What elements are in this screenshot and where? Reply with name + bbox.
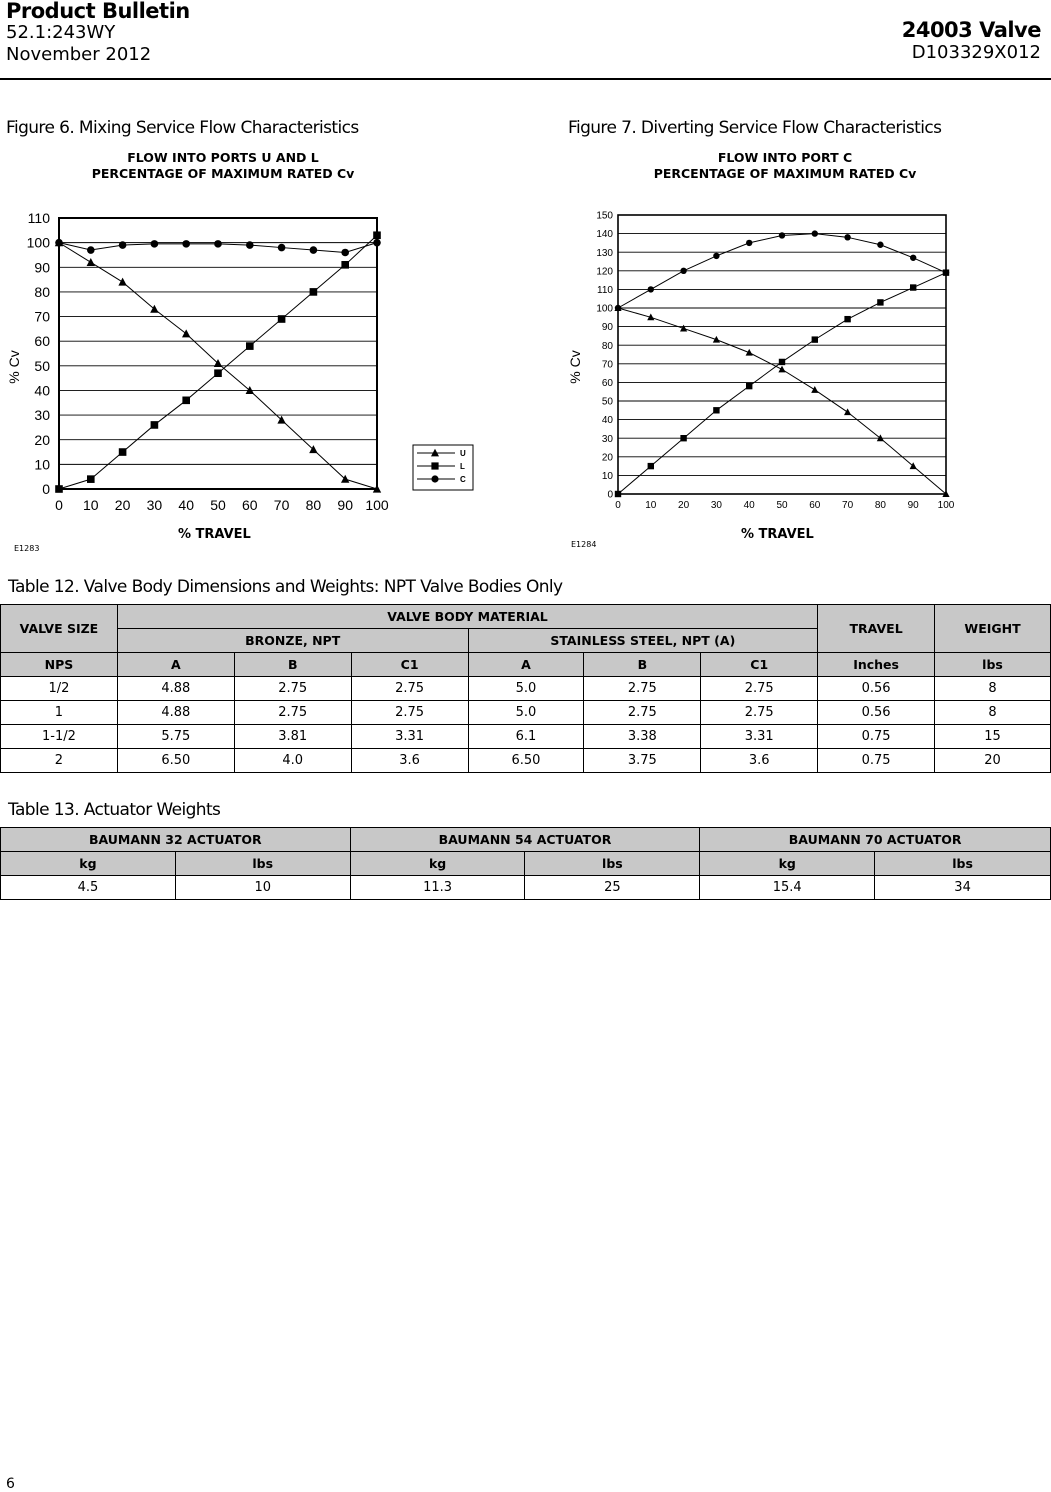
x-tick-label: 30 [146, 497, 163, 513]
table-cell: 0.56 [818, 701, 935, 725]
x-tick-label: 90 [907, 500, 919, 511]
y-tick-label: 50 [34, 357, 50, 374]
bulletin-title: Product Bulletin [6, 0, 190, 23]
table-row [1, 749, 1051, 773]
x-tick-label: 0 [55, 497, 63, 513]
data-point-C [278, 244, 286, 252]
x-tick-label: 0 [615, 500, 621, 511]
y-tick-label: 150 [596, 210, 613, 222]
table12-unit: C1 [351, 653, 468, 677]
table12-header-valve-size: VALVE SIZE [1, 605, 118, 653]
table-row [1, 725, 1051, 749]
data-point-C [713, 253, 719, 259]
table-cell: 6.50 [468, 749, 584, 773]
figure7-subtitle [620, 150, 950, 182]
x-tick-label: 10 [645, 500, 657, 511]
data-point-L [182, 397, 190, 405]
page-number: 6 [6, 1476, 15, 1492]
y-tick-label: 80 [601, 340, 613, 352]
data-point-L [214, 369, 222, 377]
y-tick-label: 10 [601, 471, 613, 482]
data-point-C [310, 246, 318, 254]
table12-unit: A [117, 653, 234, 677]
table-cell: 0.75 [818, 749, 935, 773]
x-tick-label: 80 [874, 500, 886, 511]
x-tick-label: 100 [365, 497, 389, 513]
y-tick-label: 20 [34, 431, 50, 448]
y-tick-label: 60 [601, 378, 613, 389]
table-cell: 2.75 [351, 701, 468, 725]
y-tick-label: 100 [596, 303, 613, 315]
x-tick-label: 70 [273, 497, 290, 513]
table12-units-row [1, 653, 1051, 677]
y-tick-label: 20 [601, 452, 613, 464]
legend-label: C [460, 475, 466, 484]
data-point-C [615, 305, 621, 311]
series-line-L [618, 273, 946, 494]
y-tick-label: 70 [601, 359, 613, 371]
table12 [0, 604, 1051, 773]
table13-title: Table 13. Actuator Weights [8, 800, 221, 820]
x-tick-label: 20 [114, 497, 131, 513]
y-tick-label: 0 [607, 489, 613, 501]
data-point-L [246, 342, 254, 350]
data-point-L [713, 407, 719, 413]
y-tick-label: 140 [596, 229, 613, 241]
data-point-C [87, 246, 95, 254]
data-point-C [680, 268, 686, 274]
x-tick-label: 20 [678, 500, 690, 511]
y-tick-label: 90 [34, 259, 50, 276]
x-tick-label: 10 [83, 497, 99, 513]
table-cell: 20 [935, 749, 1051, 773]
figure6-subtitle-line2: PERCENTAGE OF MAXIMUM RATED Cv [91, 166, 355, 181]
y-tick-label: 40 [601, 415, 613, 427]
table-cell: 2.75 [351, 677, 468, 701]
table13-unit: lbs [875, 852, 1051, 876]
table-cell: 2 [1, 749, 118, 773]
table12-unit: B [584, 653, 701, 677]
data-point-L [119, 448, 127, 456]
table-cell: 10 [175, 876, 350, 900]
x-tick-label: 90 [337, 497, 353, 513]
table-cell: 2.75 [584, 677, 701, 701]
data-point-L [648, 463, 654, 469]
data-point-C [943, 269, 949, 275]
table-cell: 6.1 [468, 725, 584, 749]
data-point-L [310, 288, 318, 296]
table-row [1, 677, 1051, 701]
figure7-chart [560, 200, 980, 530]
table-cell: 2.75 [701, 701, 818, 725]
table-cell: 11.3 [350, 876, 525, 900]
header-right [902, 18, 1041, 64]
figure6-code: E1283 [14, 544, 40, 553]
table13-header-baumann70: BAUMANN 70 ACTUATOR [700, 828, 1051, 852]
data-point-L [341, 261, 349, 269]
table-cell: 5.0 [468, 677, 584, 701]
figure7-ylabel: % Cv [567, 350, 583, 384]
table-cell: 3.6 [701, 749, 818, 773]
table-row [1, 876, 1051, 900]
legend-marker-L [431, 462, 438, 469]
data-point-C [910, 255, 916, 261]
product-name: 24003 Valve [901, 18, 1041, 42]
y-tick-label: 50 [601, 396, 613, 408]
table-row [1, 701, 1051, 725]
data-point-U [87, 258, 95, 266]
y-tick-label: 110 [597, 285, 613, 296]
table-cell: 1 [1, 701, 118, 725]
header-left [6, 0, 190, 66]
table12-title: Table 12. Valve Body Dimensions and Weights: NPT Valve Bodies Only [8, 577, 563, 597]
figure7-xlabel: % TRAVEL [741, 527, 814, 542]
y-tick-label: 90 [601, 322, 613, 334]
data-point-U [150, 305, 158, 313]
figure7-subtitle-line1: FLOW INTO PORT C [717, 150, 853, 165]
data-point-C [877, 242, 883, 248]
data-point-L [151, 421, 159, 429]
data-point-L [877, 299, 883, 305]
y-tick-label: 130 [596, 247, 613, 259]
data-point-U [118, 278, 126, 286]
legend-label: U [460, 449, 466, 458]
table-cell: 4.5 [1, 876, 176, 900]
table-cell: 0.56 [818, 677, 935, 701]
plot-frame [59, 218, 377, 489]
data-point-L [680, 435, 686, 441]
figure7-title: Figure 7. Diverting Service Flow Characteristics [568, 118, 942, 138]
table13 [0, 827, 1051, 900]
table-cell: 2.75 [701, 677, 818, 701]
legend-label: L [460, 462, 465, 471]
y-tick-label: 40 [34, 382, 50, 399]
table13-unit: lbs [175, 852, 350, 876]
table-cell: 4.0 [234, 749, 351, 773]
figure6-ylabel: % Cv [6, 350, 22, 384]
data-point-C [844, 234, 850, 240]
table-cell: 25 [525, 876, 700, 900]
part-number: D103329X012 [911, 42, 1041, 63]
table-cell: 3.31 [351, 725, 468, 749]
table-cell: 3.81 [234, 725, 351, 749]
data-point-C [373, 239, 381, 247]
data-point-C [648, 286, 654, 292]
data-point-L [278, 315, 286, 323]
data-point-C [812, 230, 818, 236]
figure6-title: Figure 6. Mixing Service Flow Characteristics [6, 118, 359, 138]
doc-number: 52.1:243WY [6, 22, 116, 43]
data-point-L [812, 336, 818, 342]
table12-unit: C1 [701, 653, 818, 677]
data-point-L [746, 383, 752, 389]
header-divider [0, 78, 1051, 80]
x-tick-label: 60 [809, 500, 821, 511]
table-cell: 2.75 [234, 701, 351, 725]
data-point-U [811, 386, 818, 393]
data-point-L [87, 475, 95, 483]
table13-units-row [1, 852, 1051, 876]
x-tick-label: 40 [743, 500, 755, 511]
data-point-C [55, 239, 63, 247]
table12-header-stainless: STAINLESS STEEL, NPT (A) [468, 629, 818, 653]
data-point-L [779, 359, 785, 365]
table-cell: 8 [935, 701, 1051, 725]
table-cell: 5.75 [117, 725, 234, 749]
x-tick-label: 60 [242, 497, 258, 513]
y-tick-label: 10 [34, 456, 50, 473]
table-cell: 6.50 [117, 749, 234, 773]
y-tick-label: 80 [34, 283, 50, 300]
x-tick-label: 100 [937, 500, 955, 511]
y-tick-label: 120 [596, 266, 613, 278]
table-cell: 15 [935, 725, 1051, 749]
table-cell: 1-1/2 [1, 725, 118, 749]
table-cell: 8 [935, 677, 1051, 701]
data-point-C [341, 249, 349, 257]
data-point-U [746, 349, 753, 356]
data-point-C [182, 240, 190, 248]
legend-marker-C [431, 475, 438, 482]
table-cell: 3.31 [701, 725, 818, 749]
table13-unit: lbs [525, 852, 700, 876]
data-point-C [746, 240, 752, 246]
x-tick-label: 50 [776, 500, 788, 511]
x-tick-label: 50 [210, 497, 226, 513]
figure6-xlabel: % TRAVEL [178, 527, 251, 542]
figure6-subtitle [60, 150, 386, 182]
table12-unit: B [234, 653, 351, 677]
table12-header-material: VALVE BODY MATERIAL [117, 605, 817, 629]
data-point-L [615, 491, 621, 497]
x-tick-label: 80 [305, 497, 322, 513]
table13-unit: kg [350, 852, 525, 876]
table12-unit: A [468, 653, 584, 677]
doc-date: November 2012 [6, 44, 152, 65]
data-point-L [55, 485, 63, 493]
table13-header-baumann54: BAUMANN 54 ACTUATOR [350, 828, 700, 852]
data-point-C [119, 241, 127, 249]
data-point-C [151, 240, 159, 248]
y-tick-label: 30 [34, 407, 50, 424]
y-tick-label: 100 [26, 234, 50, 251]
data-point-L [844, 316, 850, 322]
table-cell: 2.75 [584, 701, 701, 725]
table-cell: 4.88 [117, 701, 234, 725]
data-point-U [778, 366, 785, 373]
data-point-C [779, 232, 785, 238]
data-point-U [844, 408, 851, 415]
y-tick-label: 70 [34, 308, 50, 325]
table-cell: 15.4 [700, 876, 875, 900]
data-point-L [373, 231, 381, 239]
table12-header-travel: TRAVEL [818, 605, 935, 653]
table-cell: 3.75 [584, 749, 701, 773]
table12-unit: lbs [935, 653, 1051, 677]
table13-header-baumann32: BAUMANN 32 ACTUATOR [1, 828, 351, 852]
table12-header-weight: WEIGHT [935, 605, 1051, 653]
data-point-C [246, 241, 254, 249]
table12-unit: NPS [1, 653, 118, 677]
table13-unit: kg [700, 852, 875, 876]
table-cell: 34 [875, 876, 1051, 900]
table13-unit: kg [1, 852, 176, 876]
figure6-subtitle-line1: FLOW INTO PORTS U AND L [127, 150, 319, 165]
data-point-L [910, 284, 916, 290]
figure7-code: E1284 [571, 540, 597, 549]
data-point-C [214, 240, 222, 248]
data-point-U [182, 329, 190, 337]
table-cell: 0.75 [818, 725, 935, 749]
table12-header-bronze: BRONZE, NPT [117, 629, 468, 653]
x-tick-label: 30 [710, 500, 722, 511]
figure6-chart [0, 200, 480, 530]
table-cell: 4.88 [117, 677, 234, 701]
x-tick-label: 70 [842, 500, 854, 511]
table12-unit: Inches [818, 653, 935, 677]
y-tick-label: 110 [27, 210, 50, 227]
table-cell: 5.0 [468, 701, 584, 725]
y-tick-label: 0 [42, 481, 50, 498]
table-cell: 3.6 [351, 749, 468, 773]
table-cell: 2.75 [234, 677, 351, 701]
y-tick-label: 30 [601, 433, 613, 445]
table-cell: 1/2 [1, 677, 118, 701]
x-tick-label: 40 [178, 497, 194, 513]
y-tick-label: 60 [34, 333, 50, 350]
table-cell: 3.38 [584, 725, 701, 749]
figure7-subtitle-line2: PERCENTAGE OF MAXIMUM RATED Cv [653, 166, 917, 181]
